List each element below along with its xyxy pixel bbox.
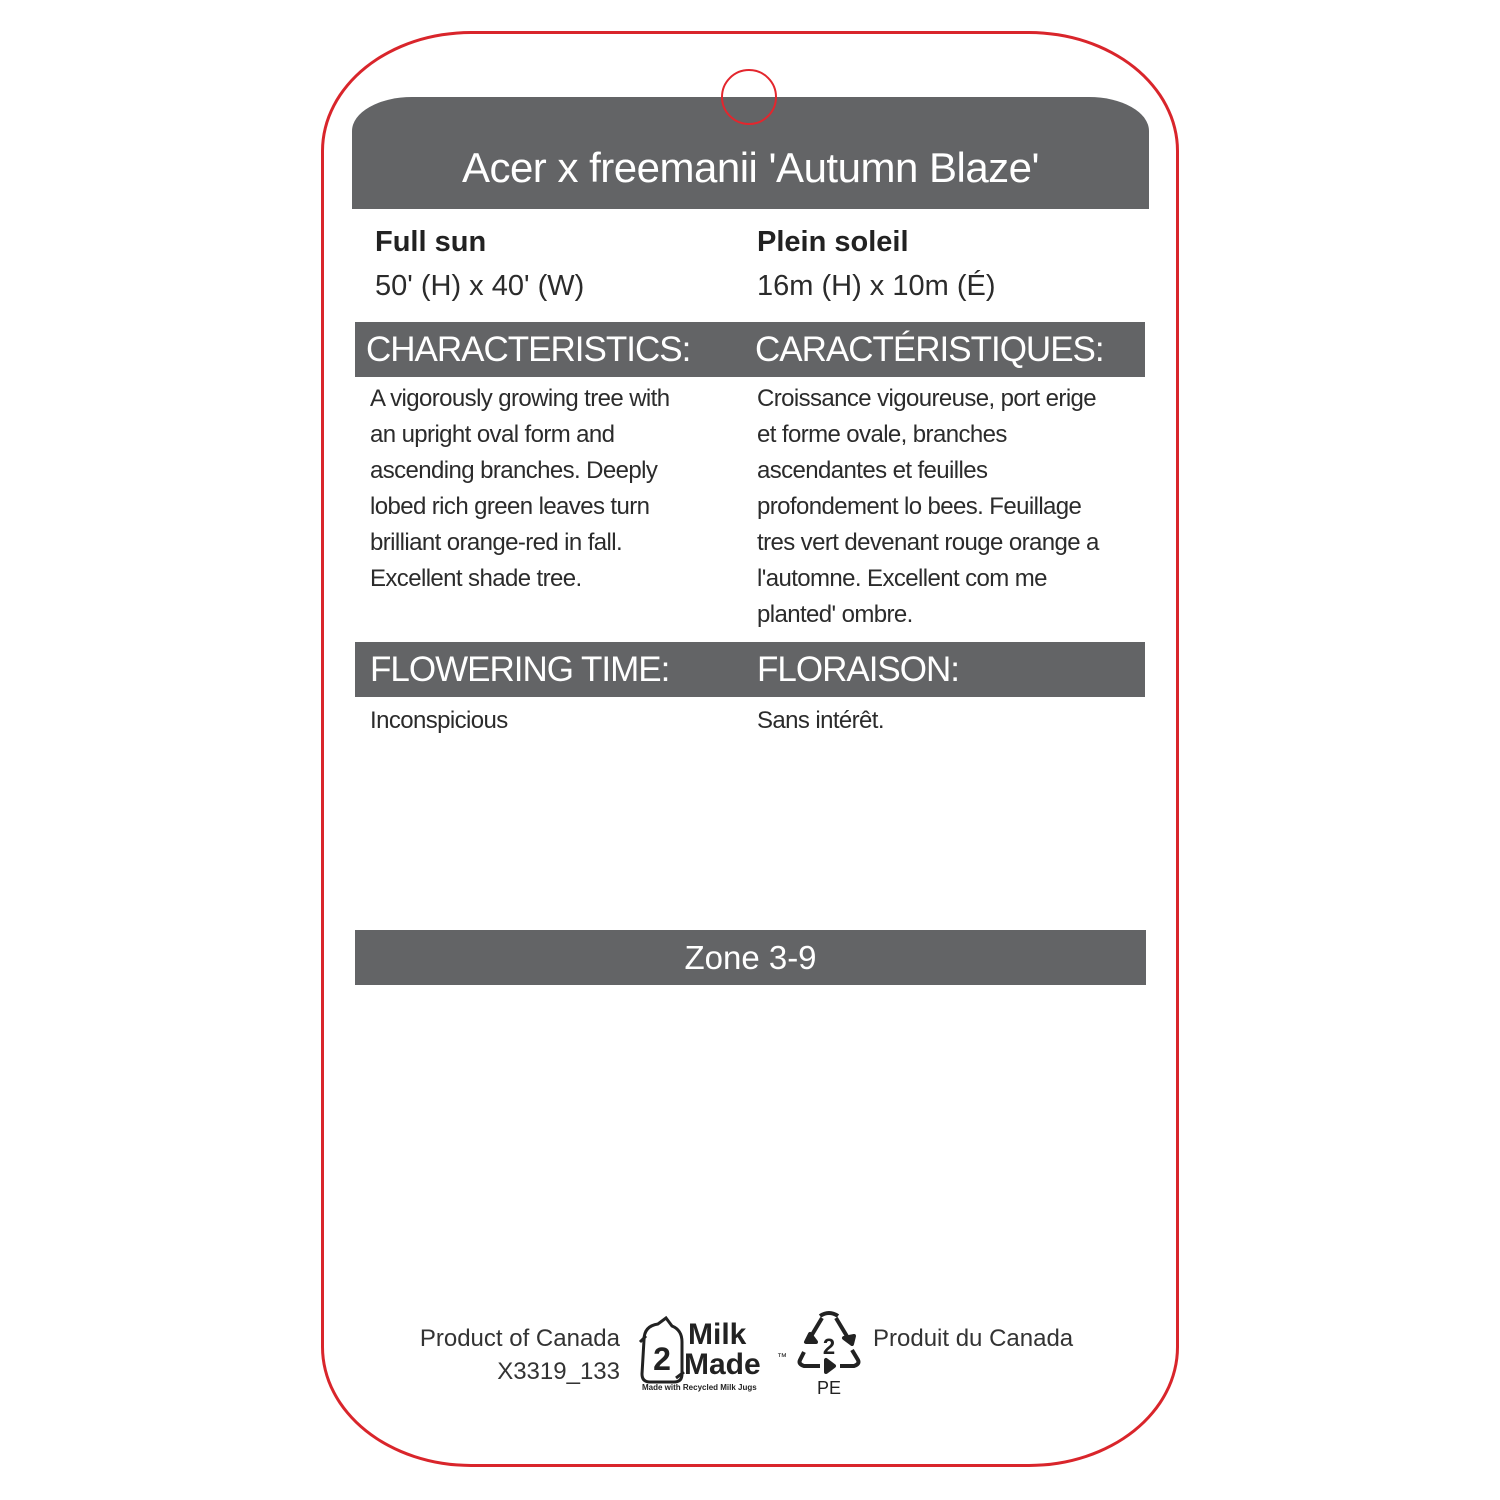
plant-size: 50' (H) x 40' (W) xyxy=(375,270,585,302)
characteristics-heading: CHARACTERISTICS: xyxy=(366,330,691,369)
characteristics-text: A vigorously growing tree with an upright oval form and ascending branches. Deeply lobed rich green leaves turn brilliant orange-red in fall. Excellent shade tree. xyxy=(370,385,670,592)
flowering-heading-fr: FLORAISON: xyxy=(757,650,959,689)
flowering-heading: FLOWERING TIME: xyxy=(370,650,670,689)
characteristics-text-fr: Croissance vigoureuse, port erige et forme ovale, branches ascendantes et feuilles profondement lo bees. Feuillage tres vert devenant rouge orange a l'automne. Excellent com me planted' ombre. xyxy=(757,385,1099,628)
footer-origin-fr: Produit du Canada xyxy=(873,1325,1074,1352)
english-stats xyxy=(375,222,735,310)
origin-label: Product of Canada xyxy=(419,1325,620,1352)
hang-hole xyxy=(721,69,777,125)
plant-size-fr: 16m (H) x 10m (É) xyxy=(757,270,996,302)
svg-text:2: 2 xyxy=(653,1341,671,1377)
recycle-symbol xyxy=(796,1308,862,1398)
recycle-material: PE xyxy=(816,1378,842,1398)
milk-logo-word2: Made xyxy=(684,1348,761,1381)
footer-origin-en xyxy=(380,1322,620,1388)
milk-logo-word1: Milk xyxy=(688,1318,747,1351)
recycle-number: 2 xyxy=(822,1334,836,1359)
flowering-text: Inconspicious xyxy=(370,707,508,734)
product-code: X3319_133 xyxy=(497,1358,620,1385)
french-stats xyxy=(757,222,1117,310)
milk-jug-recycle-icon xyxy=(640,1318,684,1382)
sun-requirement-fr: Plein soleil xyxy=(757,226,909,258)
sun-requirement: Full sun xyxy=(375,226,487,258)
characteristics-heading-fr: CARACTÉRISTIQUES: xyxy=(755,330,1104,369)
flowering-text-fr: Sans intérêt. xyxy=(757,707,884,734)
hardiness-zone: Zone 3-9 xyxy=(684,939,817,976)
plant-title: Acer x freemanii 'Autumn Blaze' xyxy=(461,144,1040,191)
milk-logo-tagline: Made with Recycled Milk Jugs xyxy=(642,1383,757,1392)
trademark-symbol: ™ xyxy=(777,1352,787,1363)
milk-made-logo xyxy=(636,1312,788,1392)
